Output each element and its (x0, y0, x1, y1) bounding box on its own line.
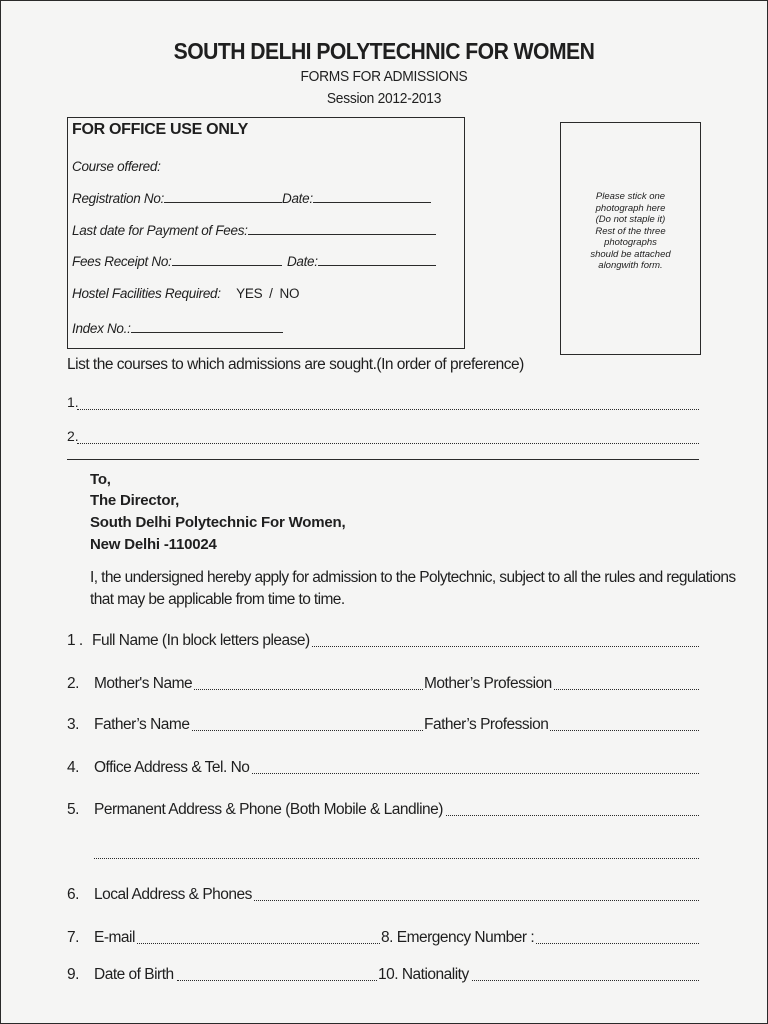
office-address-input[interactable] (247, 773, 699, 774)
index-no-label: Index No.: (72, 321, 131, 336)
mother-profession-label: Mother’s Profession (424, 675, 552, 692)
email-input[interactable] (136, 943, 380, 944)
dob-input[interactable] (177, 980, 377, 981)
fees-receipt-date-blank[interactable] (318, 253, 436, 266)
index-no-row (72, 320, 283, 336)
course-offered-label: Course offered: (72, 159, 161, 174)
hostel-options[interactable]: YES / NO (236, 286, 300, 301)
document-title: SOUTH DELHI POLYTECHNIC FOR WOMEN (173, 38, 595, 64)
field-mother: 2. Mother's Name Mother’s Profession (67, 675, 699, 695)
fees-receipt-blank[interactable] (172, 253, 282, 266)
nationality-label: 10. Nationality (378, 966, 469, 983)
emergency-number-label: 8. Emergency Number : (381, 929, 535, 946)
address-to: To, (90, 471, 111, 488)
father-name-label: Father’s Name (94, 716, 190, 733)
local-address-input[interactable] (245, 900, 699, 901)
registration-date-label: Date: (282, 191, 313, 206)
registration-no-label: Registration No: (72, 191, 164, 206)
nationality-input[interactable] (469, 980, 699, 981)
dob-label: Date of Birth (94, 966, 174, 983)
full-name-label: Full Name (In block letters please) (92, 632, 310, 649)
permanent-address-input-2[interactable] (94, 858, 699, 859)
index-no-blank[interactable] (131, 320, 283, 333)
courses-intro: List the courses to which admissions are sought.(In order of preference) (67, 356, 524, 373)
field-full-name: 1 . Full Name (In block letters please) (67, 632, 699, 652)
full-name-input[interactable] (303, 646, 699, 647)
field-office-address: 4. Office Address & Tel. No (67, 759, 699, 779)
document-subtitle: FORMS FOR ADMISSIONS (300, 68, 468, 85)
permanent-address-label: Permanent Address & Phone (Both Mobile & Landline) (94, 801, 443, 818)
course-preference-1[interactable]: 1. (67, 394, 699, 414)
section-divider (67, 459, 699, 460)
field-permanent-address: 5. Permanent Address & Phone (Both Mobile & Landline) (67, 801, 699, 821)
fees-receipt-date-label: Date: (286, 254, 318, 269)
photograph-box (560, 122, 701, 355)
session-label: Session 2012-2013 (326, 90, 442, 107)
father-profession-label: Father’s Profession (424, 716, 549, 733)
office-use-box (67, 117, 465, 349)
hostel-row (72, 286, 299, 301)
office-address-label: Office Address & Tel. No (94, 759, 250, 776)
mother-profession-input[interactable] (546, 689, 699, 690)
field-father: 3. Father’s Name Father’s Profession (67, 716, 699, 736)
fees-receipt-label: Fees Receipt No: (72, 254, 172, 269)
father-name-input[interactable] (185, 730, 423, 731)
course-preference-2[interactable]: 2. (67, 428, 699, 448)
emergency-number-input[interactable] (535, 943, 699, 944)
photograph-instructions: Please stick one photograph here (Do not staple it) Rest of the three photographs should be attached alongwith form. (590, 191, 671, 271)
hostel-label: Hostel Facilities Required: (72, 286, 221, 301)
last-date-fees-row (72, 222, 436, 238)
field-dob-nationality: 9. Date of Birth 10. Nationality (67, 966, 699, 986)
registration-date-blank[interactable] (313, 190, 431, 203)
declaration-line-2: that may be applicable from time to time. (90, 591, 345, 608)
field-permanent-address-cont (67, 844, 699, 864)
local-address-label: Local Address & Phones (94, 886, 252, 903)
address-line-2: South Delhi Polytechnic For Women, (90, 514, 346, 531)
mother-name-input[interactable] (187, 689, 423, 690)
registration-no-blank[interactable] (164, 190, 282, 203)
field-email-emergency: 7. E-mail 8. Emergency Number : (67, 929, 699, 949)
address-line-3: New Delhi -110024 (90, 536, 217, 553)
declaration-line-1: I, the undersigned hereby apply for admission to the Polytechnic, subject to all the rules and regulations (90, 569, 736, 586)
field-local-address: 6. Local Address & Phones (67, 886, 699, 906)
address-line-1: The Director, (90, 492, 180, 509)
mother-name-label: Mother's Name (94, 675, 193, 692)
fees-receipt-row (72, 253, 436, 269)
last-date-fees-blank[interactable] (248, 222, 436, 235)
permanent-address-input[interactable] (429, 815, 699, 816)
office-use-heading: FOR OFFICE USE ONLY (72, 121, 248, 138)
email-label: E-mail (94, 929, 135, 946)
father-profession-input[interactable] (543, 730, 699, 731)
last-date-fees-label: Last date for Payment of Fees: (72, 223, 248, 238)
registration-no-row (72, 190, 431, 206)
